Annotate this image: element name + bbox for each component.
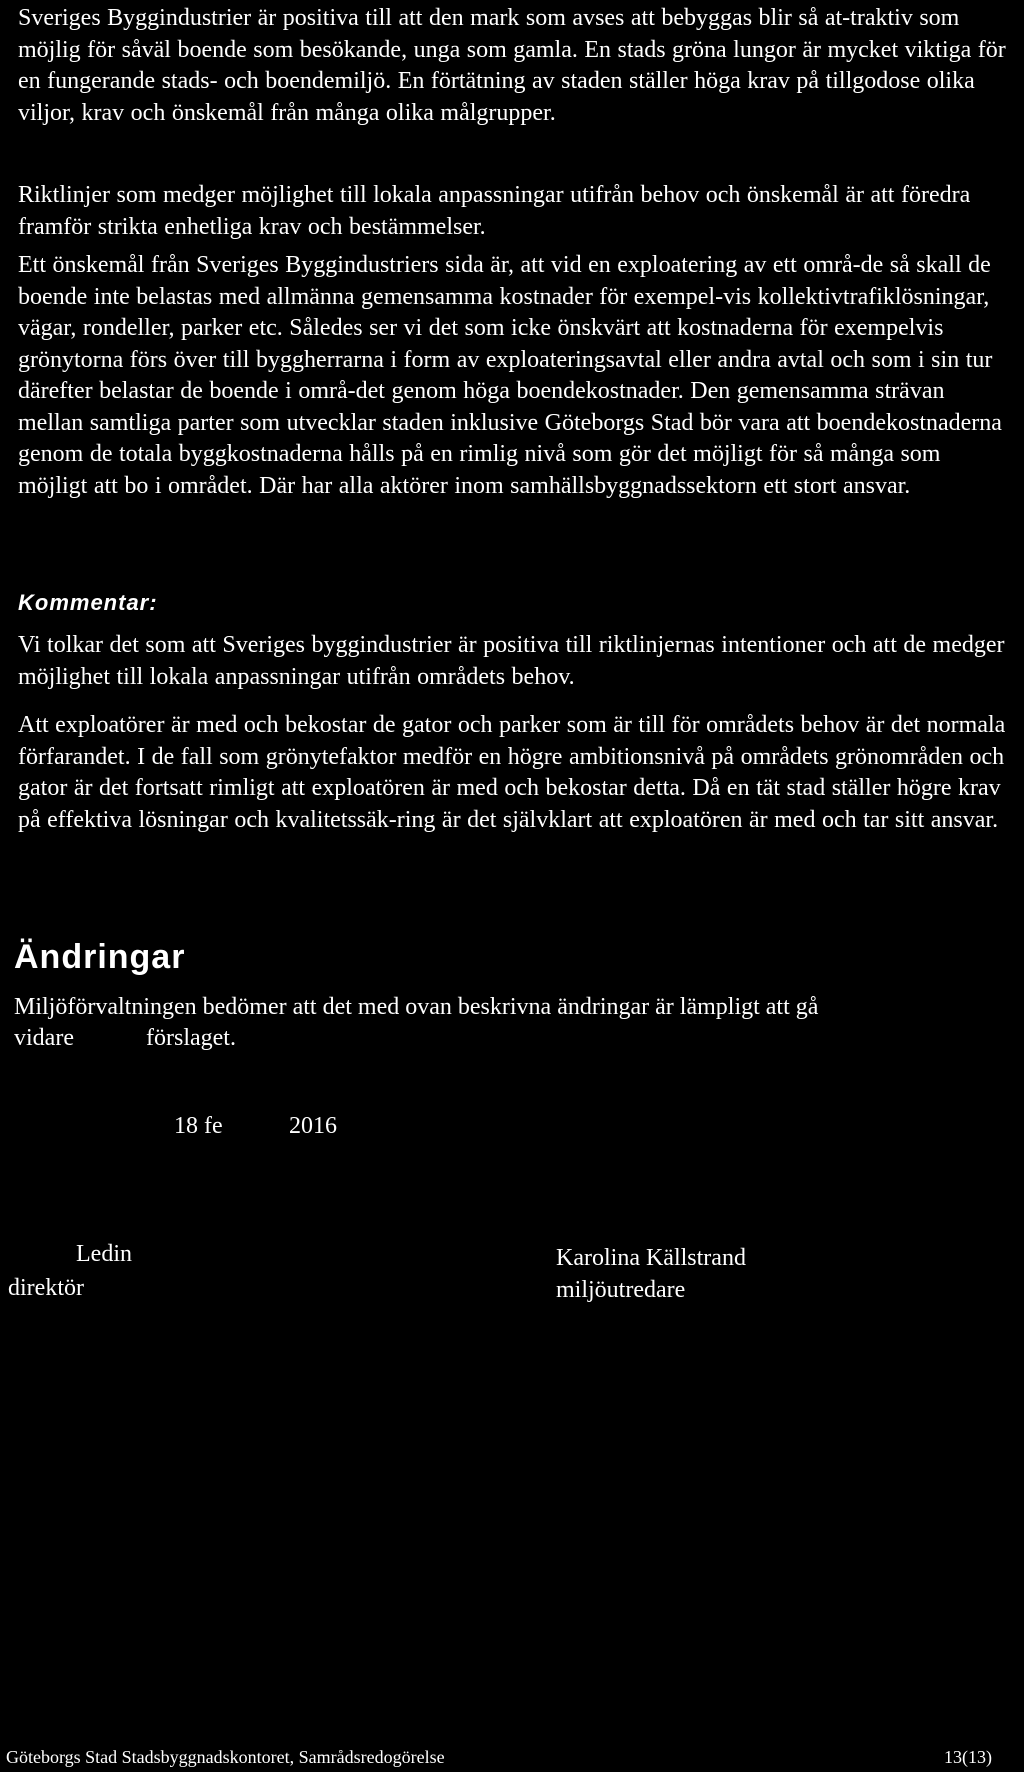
signature-left-title: direktör [8, 1275, 84, 1301]
signature-right-title: miljöutredare [556, 1277, 686, 1303]
signature-right-name: Karolina Källstrand [556, 1245, 746, 1271]
kommentar-paragraph-2: Att exploatörer är med och bekostar de gator och parker som är till för områdets behov är det normala förfarandet. I de fall som grönytefaktor medför en högre ambitionsnivå på områdets grönområden och gator är det fortsatt rimligt att exploatören är med och bekostar detta. Då en tät stad ställer högre krav på effektiva lösningar och kvalitetssäk-ring är det självklart att exploatören är med och tar sitt ansvar. [18, 712, 1006, 833]
date-year: 2016 [289, 1113, 337, 1139]
andringar-line-1: Miljöförvaltningen bedömer att det med ovan beskrivna ändringar är lämpligt att gå [14, 994, 819, 1020]
kommentar-paragraph-1: Vi tolkar det som att Sveriges byggindustrier är positiva till riktlinjernas intentioner och att de medger möjlighet till lokala anpassningar utifrån områdets behov. [18, 632, 1005, 690]
kommentar-label: Kommentar: [18, 590, 158, 615]
andringar-line-2b: förslaget. [146, 1025, 236, 1051]
signature-left-name: Ledin [76, 1241, 132, 1267]
paragraph-onskemal: Ett önskemål från Sveriges Byggindustriers sida är, att vid en exploatering av ett områ-de så skall de boende inte belastas med allmänna gemensamma kostnader för exempel-vis kollektivtrafiklösningar, vägar, rondeller, parker etc. Således ser vi det som icke önskvärt att kostnaderna för exempelvis grönytorna förs över till byggherrarna i form av exploateringsavtal eller andra avtal och som i sin tur därefter belastar de boende i områ-det genom höga boendekostnader. Den gemensamma strävan mellan samtliga parter som utvecklar staden inklusive Göteborgs Stad bör vara att boendekostnaderna genom de totala byggkostnaderna hålls på en rimlig nivå som gör det möjligt för så många som möjligt att bo i området. Där har alla aktörer inom samhällsbyggnadssektorn ett stort ansvar. [18, 252, 1002, 499]
footer-page-number: 13(13) [944, 1747, 992, 1767]
date-day-month: 18 fe [174, 1113, 223, 1139]
footer-text: Göteborgs Stad Stadsbyggnadskontoret, Samrådsredogörelse [6, 1747, 445, 1767]
andringar-line-2a: vidare [14, 1025, 74, 1051]
andringar-heading: Ändringar [14, 938, 186, 976]
paragraph-riktlinjer: Riktlinjer som medger möjlighet till lokala anpassningar utifrån behov och önskemål är att föredra framför strikta enhetliga krav och bestämmelser. [18, 182, 971, 240]
paragraph-positiva: Sveriges Byggindustrier är positiva till att den mark som avses att bebyggas blir så at-traktiv som möjlig för såväl boende som besökande, unga som gamla. En stads gröna lungor är mycket viktiga för en fungerande stads- och boendemiljö. En förtätning av staden ställer höga krav på tillgodose olika viljor, krav och önskemål från många olika målgrupper. [18, 5, 1006, 126]
